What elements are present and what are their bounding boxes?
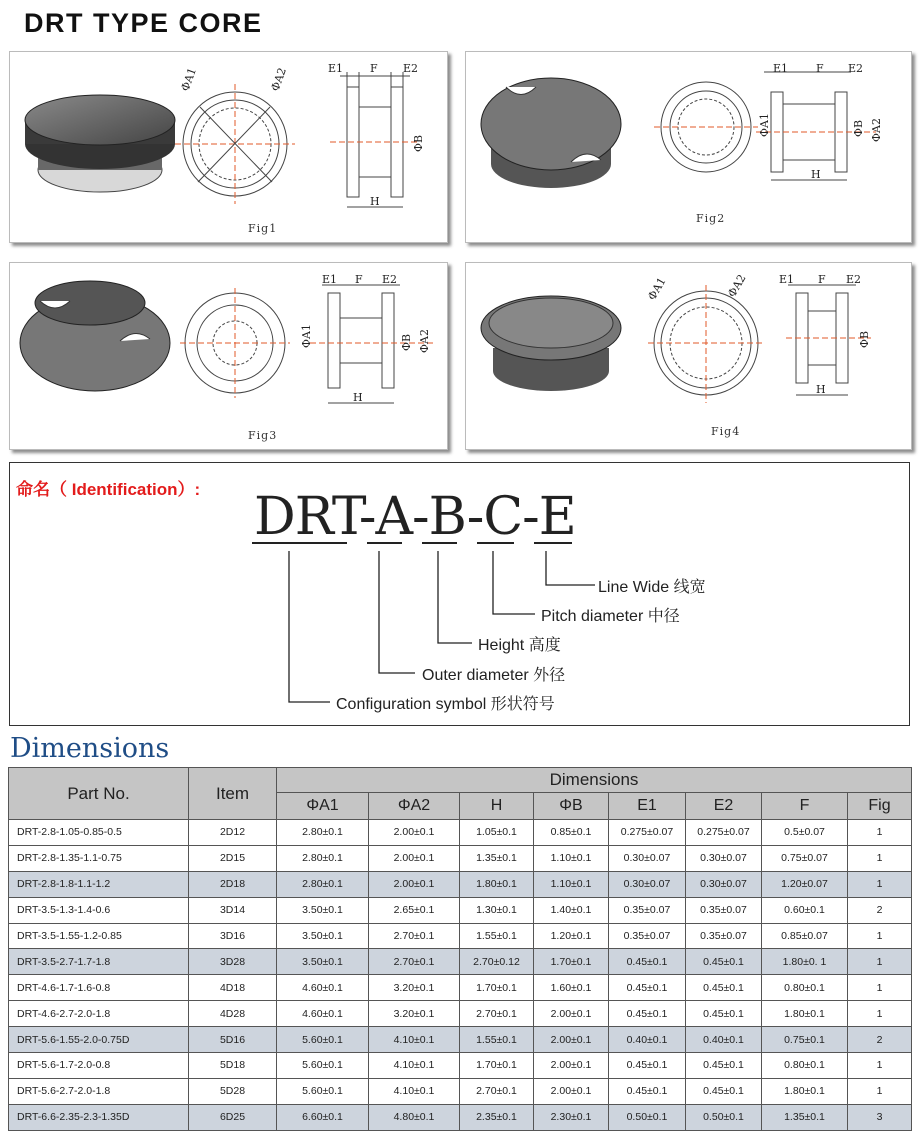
label-b: ΦB [412,134,425,152]
column-header: ΦA1 [277,793,369,820]
dimension-cell: 2.00±0.1 [534,1027,609,1053]
dimension-cell: 0.275±0.07 [609,820,686,846]
item-cell: 3D28 [189,949,277,975]
dimension-cell: 1.30±0.1 [460,897,534,923]
part-number-cell: DRT-2.8-1.8-1.1-1.2 [9,871,189,897]
dimension-cell: 0.30±0.07 [609,871,686,897]
dimensions-heading: Dimensions [10,733,170,764]
dimension-cell: 2.00±0.1 [534,1078,609,1104]
dimension-cell: 0.35±0.07 [609,897,686,923]
part-number-cell: DRT-5.6-1.55-2.0-0.75D [9,1027,189,1053]
dimension-cell: 2.00±0.1 [369,820,460,846]
core-3d-render [25,95,175,192]
item-cell: 4D18 [189,975,277,1001]
dimension-cell: 0.30±0.07 [609,845,686,871]
label-h: H [353,391,363,404]
core-3d-render [481,78,621,188]
dimension-cell: 0.45±0.1 [686,1053,762,1079]
dimension-cell: 0.5±0.07 [762,820,848,846]
dimension-cell: 0.45±0.1 [609,1078,686,1104]
label-e1: E1 [773,62,789,75]
dimension-cell: 1 [848,820,912,846]
dimension-cell: 1.55±0.1 [460,923,534,949]
dimension-cell: 1 [848,975,912,1001]
column-header: ΦB [534,793,609,820]
dimension-cell: 0.275±0.07 [686,820,762,846]
label-f: F [355,273,363,286]
dimension-cell: 4.60±0.1 [277,1001,369,1027]
dimension-cell: 0.85±0.07 [762,923,848,949]
label-e1: E1 [328,62,344,75]
item-cell: 5D16 [189,1027,277,1053]
dimension-cell: 2.00±0.1 [369,871,460,897]
dimension-cell: 1.55±0.1 [460,1027,534,1053]
dimension-cell: 2.70±0.1 [369,923,460,949]
dimension-cell: 2.80±0.1 [277,845,369,871]
dimension-cell: 1 [848,1001,912,1027]
item-cell: 2D18 [189,871,277,897]
figure-panel-3 [9,262,448,450]
dimension-cell: 1.70±0.1 [534,949,609,975]
dimension-cell: 0.75±0.07 [762,845,848,871]
dimension-cell: 4.10±0.1 [369,1053,460,1079]
dimension-cell: 1 [848,845,912,871]
table-row [9,1104,912,1130]
top-view-drawing [180,288,290,398]
header-item: Item [189,768,277,820]
dimension-cell: 1.80±0.1 [762,1001,848,1027]
dimension-cell: 2.65±0.1 [369,897,460,923]
label-line-wide: Line Wide 线宽 [598,579,706,596]
dimension-cell: 2.80±0.1 [277,871,369,897]
item-cell: 3D16 [189,923,277,949]
label-a1: ΦA1 [300,324,313,348]
dimension-cell: 0.45±0.1 [609,1053,686,1079]
dimension-cell: 4.60±0.1 [277,975,369,1001]
item-cell: 2D12 [189,820,277,846]
header-part-no: Part No. [9,768,189,820]
dimension-cell: 2.70±0.1 [460,1078,534,1104]
dimension-cell: 0.75±0.1 [762,1027,848,1053]
dimension-cell: 1 [848,1053,912,1079]
dimension-cell: 2.30±0.1 [534,1104,609,1130]
label-e2: E2 [846,273,862,286]
label-e1: E1 [322,273,338,286]
item-cell: 2D15 [189,845,277,871]
label-h: H [811,168,821,181]
dimension-cell: 1.05±0.1 [460,820,534,846]
figure-caption: Fig2 [696,212,726,225]
figure-panel-2 [465,51,912,243]
label-outer-diameter: Outer diameter 外径 [422,667,566,684]
dimension-cell: 0.60±0.1 [762,897,848,923]
core-3d-render [481,296,621,391]
part-number-cell: DRT-5.6-1.7-2.0-0.8 [9,1053,189,1079]
table-row [9,949,912,975]
dimension-cell: 5.60±0.1 [277,1027,369,1053]
table-row [9,1053,912,1079]
dimension-cell: 0.50±0.1 [609,1104,686,1130]
dimension-cell: 1.35±0.1 [762,1104,848,1130]
item-cell: 4D28 [189,1001,277,1027]
dimension-cell: 6.60±0.1 [277,1104,369,1130]
figure-caption: Fig3 [248,429,278,442]
item-cell: 3D14 [189,897,277,923]
dimension-cell: 1.80±0.1 [762,1078,848,1104]
label-f: F [370,62,378,75]
dimension-cell: 0.45±0.1 [686,975,762,1001]
column-header: H [460,793,534,820]
label-f: F [816,62,824,75]
item-cell: 5D28 [189,1078,277,1104]
top-view-drawing [654,82,758,172]
part-number-cell: DRT-3.5-2.7-1.7-1.8 [9,949,189,975]
dimension-cell: 1.35±0.1 [460,845,534,871]
part-number-cell: DRT-4.6-2.7-2.0-1.8 [9,1001,189,1027]
dimension-cell: 0.35±0.07 [609,923,686,949]
part-number-cell: DRT-3.5-1.3-1.4-0.6 [9,897,189,923]
dimension-cell: 0.40±0.1 [609,1027,686,1053]
dimension-cell: 5.60±0.1 [277,1053,369,1079]
table-row [9,923,912,949]
dimension-cell: 2.00±0.1 [534,1001,609,1027]
dimension-cell: 2.80±0.1 [277,820,369,846]
dimension-cell: 1.20±0.07 [762,871,848,897]
dimension-cell: 1.40±0.1 [534,897,609,923]
dimension-cell: 4.10±0.1 [369,1027,460,1053]
dimension-cell: 0.80±0.1 [762,1053,848,1079]
dimension-cell: 1 [848,1078,912,1104]
label-e1: E1 [779,273,795,286]
label-a2: ΦA2 [418,329,431,353]
part-code: DRT-A-B-C-E [254,487,576,547]
table-row [9,1001,912,1027]
dimension-cell: 2.70±0.1 [369,949,460,975]
item-cell: 5D18 [189,1053,277,1079]
dimension-cell: 3.50±0.1 [277,949,369,975]
label-h: H [370,195,380,208]
label-a2: ΦA2 [870,118,883,142]
side-view-drawing [330,72,420,207]
label-b: ΦB [858,330,871,348]
figure-caption: Fig4 [711,425,741,438]
dimension-cell: 1.70±0.1 [460,975,534,1001]
column-header: ΦA2 [369,793,460,820]
dimension-cell: 0.40±0.1 [686,1027,762,1053]
label-b: ΦB [852,119,865,137]
dimension-cell: 0.45±0.1 [609,1001,686,1027]
dimension-cell: 1.70±0.1 [460,1053,534,1079]
dimension-cell: 3.50±0.1 [277,897,369,923]
dimension-cell: 0.30±0.07 [686,871,762,897]
table-row [9,1078,912,1104]
label-b: ΦB [400,333,413,351]
core-3d-render [20,281,170,391]
part-number-cell: DRT-4.6-1.7-1.6-0.8 [9,975,189,1001]
dimension-cell: 0.45±0.1 [686,949,762,975]
dimension-cell: 0.35±0.07 [686,897,762,923]
dimension-cell: 2 [848,1027,912,1053]
column-header: E1 [609,793,686,820]
dimension-cell: 4.10±0.1 [369,1078,460,1104]
top-view-drawing [648,285,764,403]
table-row [9,845,912,871]
dimension-cell: 2.00±0.1 [534,1053,609,1079]
dimension-cell: 0.80±0.1 [762,975,848,1001]
table-row [9,897,912,923]
figure-panel-4 [465,262,912,450]
table-row [9,975,912,1001]
dimension-cell: 1.80±0.1 [460,871,534,897]
table-row [9,1027,912,1053]
identification-title: 命名（ Identification）: [16,480,201,499]
top-view-drawing [175,84,295,204]
dimension-cell: 1.10±0.1 [534,871,609,897]
dimension-cell: 4.80±0.1 [369,1104,460,1130]
dimension-cell: 3 [848,1104,912,1130]
dimension-cell: 1.10±0.1 [534,845,609,871]
figure-panel-1 [9,51,448,243]
table-row [9,820,912,846]
dimension-cell: 2.70±0.12 [460,949,534,975]
dimension-cell: 1 [848,871,912,897]
dimension-cell: 5.60±0.1 [277,1078,369,1104]
dimension-cell: 1.60±0.1 [534,975,609,1001]
dimension-cell: 0.35±0.07 [686,923,762,949]
part-number-cell: DRT-3.5-1.55-1.2-0.85 [9,923,189,949]
dimension-cell: 0.30±0.07 [686,845,762,871]
dimension-cell: 0.45±0.1 [609,949,686,975]
page-title: DRT TYPE CORE [24,8,263,38]
label-configuration-symbol: Configuration symbol 形状符号 [336,696,555,713]
dimension-cell: 3.20±0.1 [369,1001,460,1027]
column-header: Fig [848,793,912,820]
dimension-cell: 1.80±0. 1 [762,949,848,975]
identification-box [9,462,910,726]
part-number-cell: DRT-6.6-2.35-2.3-1.35D [9,1104,189,1130]
side-view-drawing [310,285,435,403]
label-a1: ΦA1 [178,66,200,94]
code-leader-lines [10,463,911,727]
label-e2: E2 [848,62,864,75]
dimension-cell: 3.20±0.1 [369,975,460,1001]
item-cell: 6D25 [189,1104,277,1130]
dimension-cell: 2.00±0.1 [369,845,460,871]
label-f: F [818,273,826,286]
dimension-cell: 0.45±0.1 [686,1001,762,1027]
label-pitch-diameter: Pitch diameter 中径 [541,608,680,625]
label-a2: ΦA2 [268,66,290,94]
label-h: H [816,383,826,396]
dimension-cell: 1 [848,923,912,949]
label-height: Height 高度 [478,637,561,654]
dimension-cell: 2.35±0.1 [460,1104,534,1130]
dimensions-table [8,767,912,1131]
dimension-cell: 2.70±0.1 [460,1001,534,1027]
label-a1: ΦA1 [758,113,771,137]
dimension-cell: 0.45±0.1 [686,1078,762,1104]
label-e2: E2 [403,62,419,75]
part-number-cell: DRT-2.8-1.35-1.1-0.75 [9,845,189,871]
dimension-cell: 1 [848,949,912,975]
dimension-cell: 0.50±0.1 [686,1104,762,1130]
part-number-cell: DRT-5.6-2.7-2.0-1.8 [9,1078,189,1104]
header-dimensions: Dimensions [277,768,912,793]
label-a1: ΦA1 [645,275,669,303]
dimension-cell: 0.45±0.1 [609,975,686,1001]
label-a2: ΦA2 [725,272,749,300]
column-header: E2 [686,793,762,820]
dimension-cell: 0.85±0.1 [534,820,609,846]
figure-caption: Fig1 [248,222,278,235]
dimension-cell: 1.20±0.1 [534,923,609,949]
label-e2: E2 [382,273,398,286]
dimension-cell: 3.50±0.1 [277,923,369,949]
column-header: F [762,793,848,820]
table-row [9,871,912,897]
dimension-cell: 2 [848,897,912,923]
part-number-cell: DRT-2.8-1.05-0.85-0.5 [9,820,189,846]
